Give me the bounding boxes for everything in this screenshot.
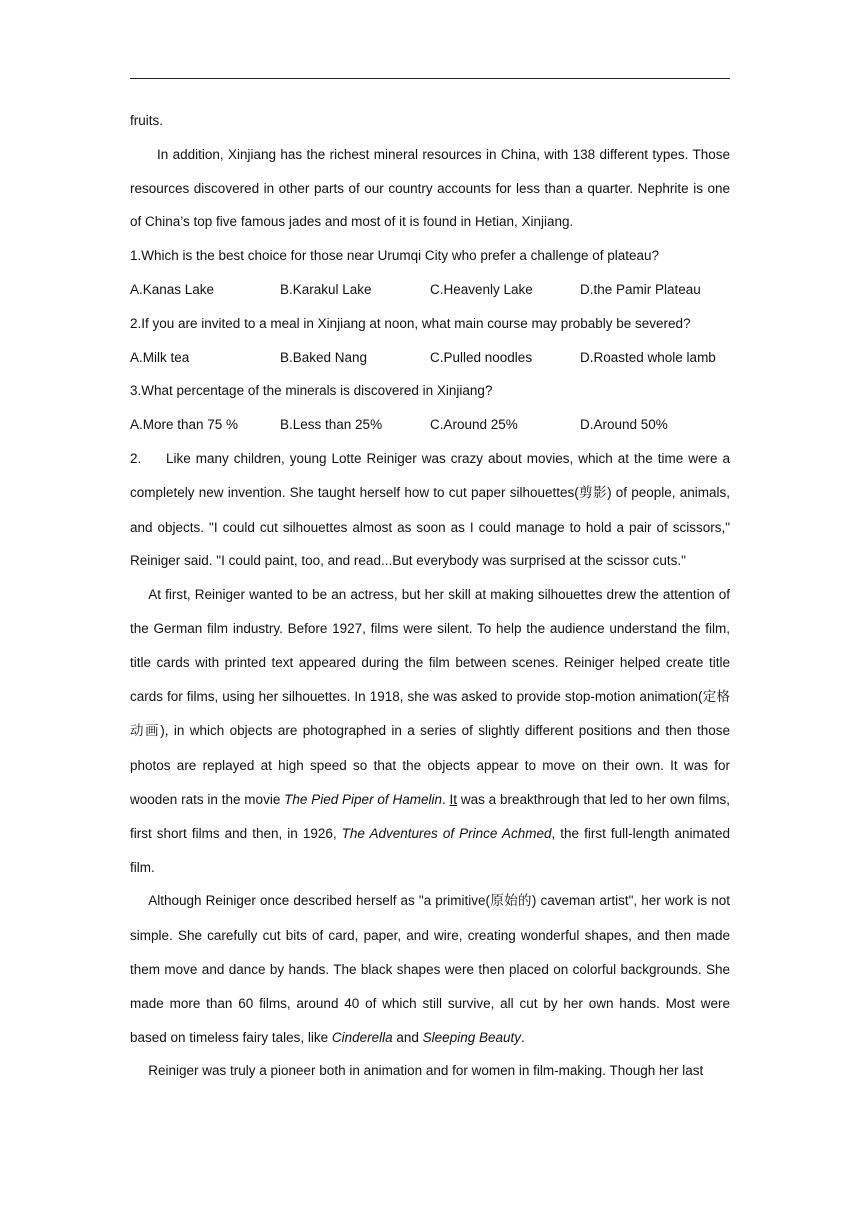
film-title: Sleeping Beauty — [422, 1029, 521, 1045]
chinese-gloss: 定格动画 — [130, 688, 730, 740]
option-a: A.Kanas Lake — [130, 281, 215, 297]
paragraph-fruits: fruits. — [130, 113, 164, 128]
paragraph-minerals: In addition, Xinjiang has the richest mineral resources in China, with 138 different types. Those resources discovered in other parts of our country accounts for less than a quarter. Nephrite is one of China’s top five famous jades and most of it is found in Hetian, Xinjiang. — [130, 146, 730, 230]
film-title: The Pied Piper of Hamelin — [284, 791, 442, 807]
passage-number: 2. — [130, 450, 142, 466]
question-3-options — [130, 408, 730, 442]
film-title: Cinderella — [331, 1029, 393, 1045]
question-2-options — [130, 341, 730, 375]
option-b: B.Less than 25% — [280, 417, 383, 433]
underlined-word: It — [449, 791, 458, 807]
chinese-gloss: 剪影 — [578, 484, 608, 501]
option-d: D.the Pamir Plateau — [580, 281, 701, 297]
option-a: A.Milk tea — [130, 349, 190, 365]
chinese-gloss: 原始的 — [490, 893, 532, 910]
document-body — [130, 104, 730, 1088]
option-c: C.Pulled noodles — [430, 349, 533, 365]
option-c: C.Heavenly Lake — [430, 281, 533, 297]
question-3: 3.What percentage of the minerals is discovered in Xinjiang? — [130, 383, 493, 399]
passage-2-paragraph-1: 2. Like many children, young Lotte Reiniger was crazy about movies, which at the time were a completely new invention. She taught herself how to cut paper silhouettes(剪影) of people, animals, and objects. "I could cut silhouettes almost as soon as I could manage to hold a pair of scissors," Reiniger said. "I could paint, too, and read...But everybody was surprised at the scissor cuts." — [130, 442, 730, 578]
question-2: 2.If you are invited to a meal in Xinjiang at noon, what main course may probably be severed? — [130, 315, 691, 331]
passage-2-paragraph-2: At first, Reiniger wanted to be an actress, but her skill at making silhouettes drew the attention of the German film industry. Before 1927, films were silent. To help the audience understand the film, title cards with printed text appeared during the film between scenes. Reiniger helped create title cards for films, using her silhouettes. In 1918, she was asked to provide stop-motion animation(定格动画), in which objects are photographed in a series of slightly different positions and then those photos are replayed at high speed so that the objects appear to move on their own. It was for wooden rats in the movie The Pied Piper of Hamelin. It was a breakthrough that led to her own films, first short films and then, in 1926, The Adventures of Prince Achmed, the first full-length animated film. — [130, 587, 731, 875]
passage-2-paragraph-3: Although Reiniger once described herself as "a primitive(原始的) caveman artist", her work is not simple. She carefully cut bits of card, paper, and wire, creating wonderful shapes, and then made them move and dance by hands. The black shapes were then placed on colorful backgrounds. She made more than 60 films, around 40 of which still survive, all cut by her own hands. Most were based on timeless fairy tales, like Cinderella and Sleeping Beauty. — [130, 893, 731, 1045]
question-1-options — [130, 273, 730, 307]
question-1: 1.Which is the best choice for those near Urumqi City who prefer a challenge of plateau? — [130, 248, 660, 264]
option-b: B.Karakul Lake — [280, 281, 372, 297]
option-d: D.Roasted whole lamb — [580, 349, 716, 365]
film-title: The Adventures of Prince Achmed — [341, 825, 552, 841]
passage-2-paragraph-4: Reiniger was truly a pioneer both in animation and for women in film-making. Though her last — [148, 1063, 704, 1079]
option-d: D.Around 50% — [580, 417, 668, 433]
option-a: A.More than 75 % — [130, 417, 239, 433]
header-rule — [130, 78, 730, 79]
option-c: C.Around 25% — [430, 417, 518, 433]
option-b: B.Baked Nang — [280, 349, 368, 365]
